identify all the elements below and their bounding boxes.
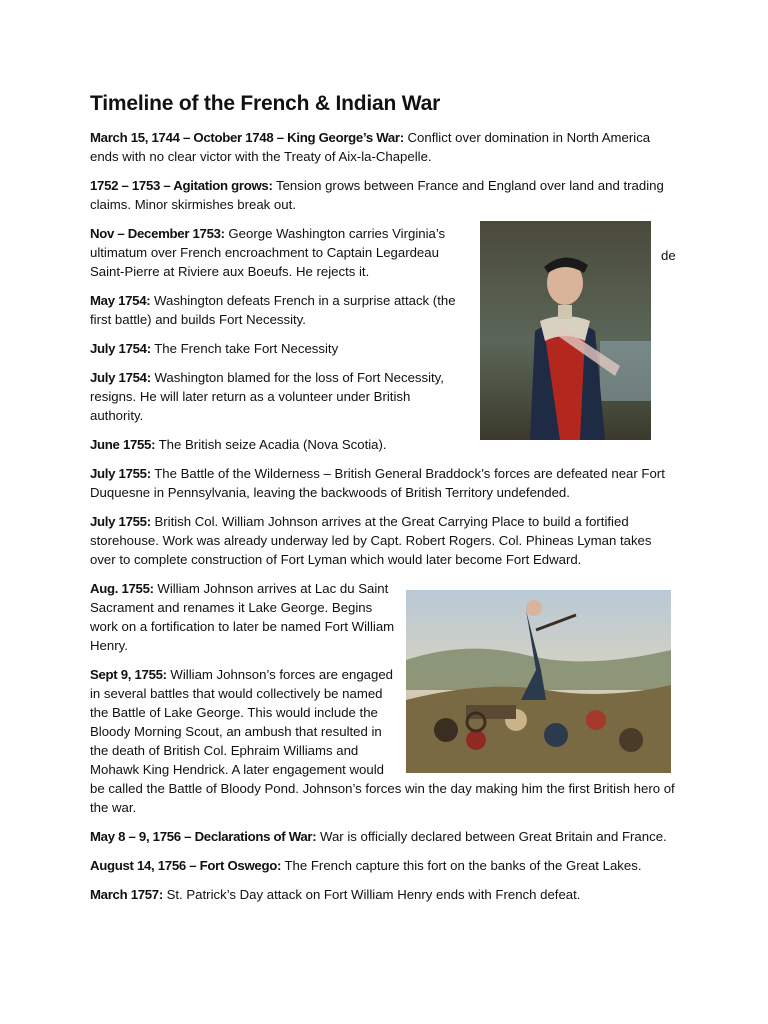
entry-date: August 14, 1756 – Fort Oswego: [90,858,282,873]
timeline-entry [90,435,466,454]
timeline-entry [90,291,466,329]
entry-text: St. Patrick’s Day attack on Fort William Henry ends with French defeat. [162,887,581,902]
entry-date: July 1755: [90,514,151,529]
entry-date: Aug. 1755: [90,581,154,596]
page-title: Timeline of the French & Indian War [90,92,441,115]
entry-date: 1752 – 1753 – Agitation grows: [90,178,273,193]
entry-text: The British seize Acadia (Nova Scotia). [155,437,387,452]
entry-date: July 1754: [90,341,151,356]
entry-text: William Johnson arrives at Lac du Saint Sacrament and renames it Lake George. Begins work on a fortification to later be named Fort William Henry. [90,581,395,653]
entry-text: Tension grows between France and England over land and trading claims. Minor skirmishes break out. [90,178,664,212]
battle-drawing [406,590,671,773]
washington-portrait-image [480,221,651,440]
entry-date: March 15, 1744 – October 1748 – King George’s War: [90,130,404,145]
entry-date: May 1754: [90,293,151,308]
entry-date: June 1755: [90,437,156,452]
timeline-entry [90,579,396,655]
timeline-entry [90,368,466,425]
entry-date: July 1755: [90,466,151,481]
document-page [90,92,680,914]
entry-text: The French take Fort Necessity [150,341,339,356]
timeline-entry [90,224,466,281]
entry-text: Conflict over domination in North America ends with no clear victor with the Treaty of Aix-la-Chapelle. [90,130,651,164]
entry-date: May 8 – 9, 1756 – Declarations of War: [90,829,317,844]
portrait-drawing [480,221,651,440]
timeline-entry [90,885,680,904]
entry-text: George Washington carries Virginia’s ultimatum over French encroachment to Captain Legardeau Saint-Pierre at Riviere aux Boeufs. He rejects it. [90,226,446,279]
timeline-entry [90,464,680,502]
entry-date: March 1757: [90,887,163,902]
entry-date: July 1754: [90,370,151,385]
battle-of-lake-george-image [406,590,671,773]
timeline-entry [90,512,680,569]
timeline-entry [90,176,680,214]
entry-text: The Battle of the Wilderness – British General Braddock’s forces are defeated near Fort Duquesne in Pennsylvania, leaving the backwoods of British Territory undefended. [90,466,665,500]
timeline-entry [90,827,680,846]
entry-text: William Johnson’s forces are engaged in several battles that would collectively be named the Battle of Lake George. This would include the Bloody Morning Scout, an ambush that resulted in the death of British Col. Ephraim Williams and Mohawk King Hendrick. A later engagement would be called the Battle of Bloody Pond. Johnson’s forces win the day making him the first British hero of the war. [90,667,675,815]
entry-text: The French capture this fort on the banks of the Great Lakes. [281,858,642,873]
entry-text: Washington defeats French in a surprise attack (the first battle) and builds Fort Necessity. [90,293,456,327]
entry-date: Nov – December 1753: [90,226,225,241]
entry-text: War is officially declared between Great Britain and France. [316,829,667,844]
entry-text: Washington blamed for the loss of Fort Necessity, resigns. He will later return as a volunteer under British authority. [90,370,444,423]
timeline-entry [90,128,680,166]
timeline-entry [90,339,466,358]
entry-date: Sept 9, 1755: [90,667,167,682]
entry-text: British Col. William Johnson arrives at the Great Carrying Place to build a fortified storehouse. Work was already underway led by Capt. Robert Rogers. Col. Phineas Lyman takes over to complete construction of Fort Lyman which would later become Fort Edward. [90,514,652,567]
timeline-entry [90,856,680,875]
entry-trailing-word: de [661,248,676,263]
